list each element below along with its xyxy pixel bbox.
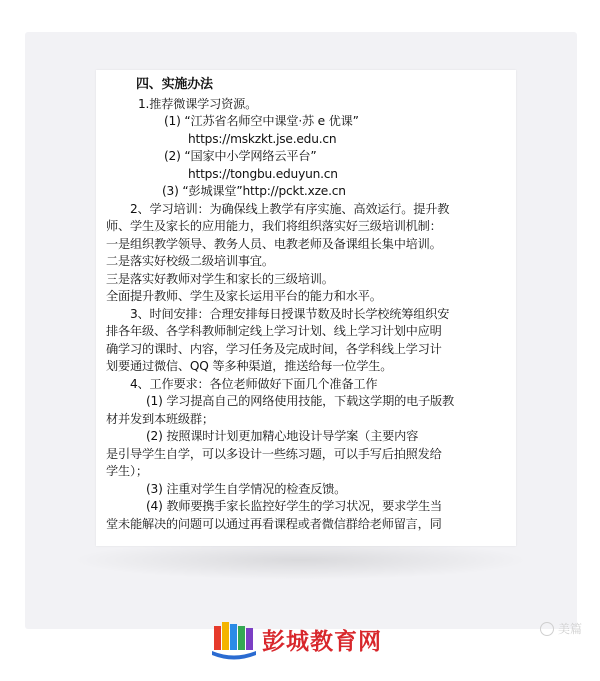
- open-book-logo-icon: [210, 618, 258, 660]
- text-line: 师、学生及家长的应用能力，我们将组织落实好三级培训机制：: [106, 219, 442, 233]
- text-line: (2) 按照课时计划更加精心地设计导学案（主要内容: [146, 429, 419, 443]
- resource-1-url: https://mskzkt.jse.edu.cn: [188, 131, 337, 146]
- text-line: 一是组织教学领导、教务人员、电教老师及备课组长集中培训。: [106, 236, 442, 251]
- text-line: 堂未能解决的问题可以通过再看课程或者微信群给老师留言，同: [106, 516, 442, 531]
- watermark: [540, 620, 582, 637]
- text-line: 材并发到本班级群；: [106, 411, 214, 426]
- text-line: 二是落实好校级二级培训事宜。: [106, 254, 274, 268]
- resource-1-title: (1) “江苏省名师空中课堂·苏 e 优课”: [164, 114, 359, 128]
- text-line: 4、工作要求：各位老师做好下面几个准备工作: [130, 376, 378, 391]
- document-image: [96, 70, 516, 546]
- text-line: 是引导学生自学，可以多设计一些练习题，可以手写后拍照发给: [106, 446, 442, 461]
- text-line: (3) 注重对学生自学情况的检查反馈。: [146, 481, 347, 496]
- text-line: 划要通过微信、QQ 等多种渠道，推送给每一位学生。: [106, 359, 393, 373]
- frame-shadow: [70, 540, 530, 580]
- text-line: (1) 学习提高自己的网络使用技能，下载这学期的电子版教: [146, 394, 455, 408]
- watermark-text: 美篇: [558, 622, 583, 636]
- resource-2-title: (2) “国家中小学网络云平台”: [164, 149, 317, 163]
- text-line: 学生）；: [106, 464, 148, 478]
- resource-3: (3) “彭城课堂”http://pckt.xze.cn: [162, 184, 346, 198]
- text-line: 确学习的课时、内容，学习任务及完成时间，各学科线上学习计: [106, 341, 442, 356]
- resource-2-url: https://tongbu.eduyun.cn: [188, 166, 338, 181]
- item-1: 1.推荐微课学习资源。: [138, 96, 258, 111]
- text-line: (4) 教师要携手家长监控好学生的学习状况，要求学生当: [146, 499, 443, 513]
- text-line: 三是落实好教师对学生和家长的三级培训。: [106, 271, 334, 286]
- section-heading: 四、实施办法: [136, 77, 213, 92]
- text-line: 2、学习培训：为确保线上教学有序实施、高效运行。提升教: [130, 201, 450, 216]
- meipian-logo-icon: [540, 622, 554, 636]
- brand-name: 彭城教育网: [262, 628, 382, 655]
- text-line: 全面提升教师、学生及家长运用平台的能力和水平。: [106, 289, 382, 303]
- text-line: 3、时间安排：合理安排每日授课节数及时长学校统筹组织安: [130, 306, 450, 321]
- document-text: [106, 76, 510, 533]
- brand-logo: [210, 618, 410, 660]
- text-line: 排各年级、各学科教师制定线上学习计划、线上学习计划中应明: [106, 324, 442, 338]
